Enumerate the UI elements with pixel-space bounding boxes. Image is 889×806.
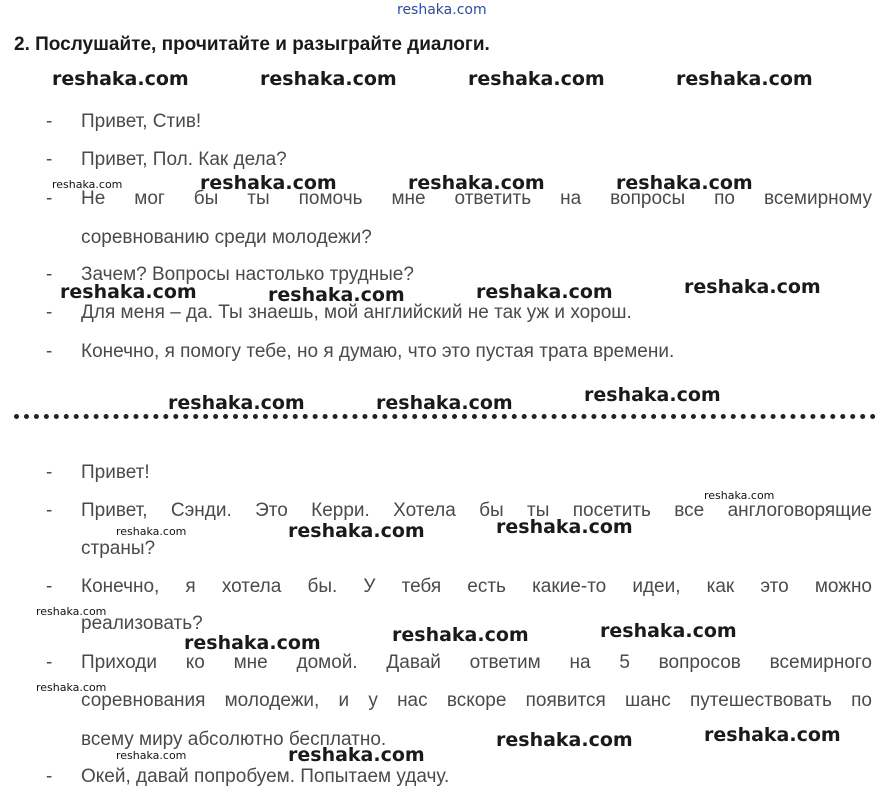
watermark-top: reshaka.com: [397, 2, 487, 18]
watermark: reshaka.com: [676, 68, 813, 90]
watermark: reshaka.com: [200, 172, 337, 194]
watermark-small: reshaka.com: [36, 605, 107, 618]
dialog1-line-3: Не мог бы ты помочь мне ответить на вопросы по всемирному: [81, 188, 872, 209]
dialog2-line-2-cont: страны?: [81, 538, 156, 559]
watermark: reshaka.com: [468, 68, 605, 90]
watermark-small: reshaka.com: [36, 681, 107, 694]
watermark-small: reshaka.com: [704, 489, 775, 502]
dialog2-dash-2: -: [46, 500, 53, 521]
watermark: reshaka.com: [496, 729, 633, 751]
dialog1-line-5: Для меня – да. Ты знаешь, мой английский не так уж и хорош.: [81, 302, 632, 323]
dialog1-line-3-cont: соревнованию среди молодежи?: [81, 227, 372, 248]
dialog1-line-1: Привет, Стив!: [81, 111, 202, 132]
dialog1-dash-3: -: [46, 188, 53, 209]
dialog2-dash-5: -: [46, 766, 53, 787]
dialog1-line-2: Привет, Пол. Как дела?: [81, 149, 287, 170]
watermark-small: reshaka.com: [116, 525, 187, 538]
dialog2-line-3-cont: реализовать?: [81, 613, 203, 634]
watermark: reshaka.com: [408, 172, 545, 194]
watermark: reshaka.com: [268, 284, 405, 306]
dialog2-line-5: Окей, давай попробуем. Попытаем удачу.: [81, 766, 450, 787]
dialog1-line-4: Зачем? Вопросы настолько трудные?: [81, 264, 414, 285]
watermark: reshaka.com: [184, 632, 321, 654]
watermark: reshaka.com: [60, 281, 197, 303]
watermark: reshaka.com: [584, 384, 721, 406]
dialog2-dash-1: -: [46, 462, 53, 483]
dialog2-line-4-cont2: всему миру абсолютно бесплатно.: [81, 729, 387, 750]
watermark: reshaka.com: [496, 516, 633, 538]
dialog2-dash-4: -: [46, 652, 53, 673]
dialog2-dash-3: -: [46, 576, 53, 597]
watermark-small: reshaka.com: [52, 178, 123, 191]
watermark: reshaka.com: [376, 392, 513, 414]
watermark: reshaka.com: [168, 392, 305, 414]
dialog1-dash-5: -: [46, 302, 53, 323]
dialog1-line-6: Конечно, я помогу тебе, но я думаю, что это пустая трата времени.: [81, 341, 675, 362]
watermark: reshaka.com: [288, 744, 425, 766]
dialog1-dash-1: -: [46, 111, 53, 132]
dialog2-line-1: Привет!: [81, 462, 150, 483]
watermark: reshaka.com: [288, 520, 425, 542]
watermark-small: reshaka.com: [116, 749, 187, 762]
watermark: reshaka.com: [392, 624, 529, 646]
watermark: reshaka.com: [260, 68, 397, 90]
watermark: reshaka.com: [52, 68, 189, 90]
watermark: reshaka.com: [600, 620, 737, 642]
watermark: reshaka.com: [476, 281, 613, 303]
dialog2-line-2: Привет, Сэнди. Это Керри. Хотела бы ты посетить все англоговорящие: [81, 500, 872, 521]
dialog1-dash-4: -: [46, 264, 53, 285]
dialog2-line-3: Конечно, я хотела бы. У тебя есть какие-то идеи, как это можно: [81, 576, 872, 597]
watermark: reshaka.com: [684, 276, 821, 298]
dialog1-dash-6: -: [46, 341, 53, 362]
exercise-heading: 2. Послушайте, прочитайте и разыграйте диалоги.: [14, 34, 490, 55]
dialog2-line-4: Приходи ко мне домой. Давай ответим на 5 вопросов всемирного: [81, 652, 872, 673]
dialog2-line-4-cont: соревнования молодежи, и у нас вскоре появится шанс путешествовать по: [81, 690, 872, 711]
dotted-divider: [14, 414, 876, 419]
watermark: reshaka.com: [704, 724, 841, 746]
dialog1-dash-2: -: [46, 149, 53, 170]
watermark: reshaka.com: [616, 172, 753, 194]
